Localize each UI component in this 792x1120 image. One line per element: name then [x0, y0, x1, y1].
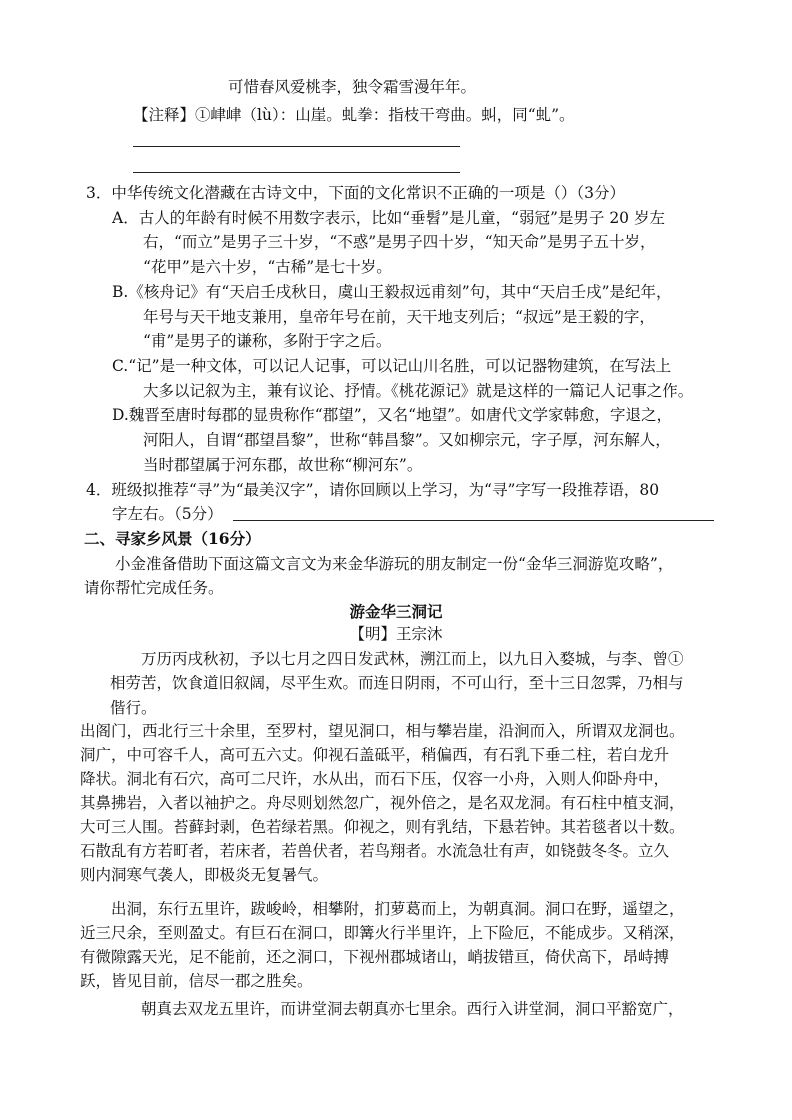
essay-line-8: 大可三人围。苔藓封剥，色若绿若黑。仰视之，则有乳结，下悬若钟。其若毯者以十数。 — [80, 818, 685, 836]
q3-option-c-line-2: 大多以记叙为主，兼有议论、抒情。《桃花源记》就是这样的一篇记人记事之作。 — [143, 382, 694, 400]
essay-line-13: 有微隙露天光，足不能前，还之洞口，下视州郡城诸山，峭拔错亘，倚伏高下，昂峙搏 — [80, 948, 670, 966]
q3-option-a-line-2: 右，“而立”是男子三十岁，“不惑”是男子四十岁，“知天命”是男子五十岁， — [143, 233, 656, 251]
essay-title: 游金华三洞记 — [349, 602, 443, 621]
section-two-intro-line-2: 请你帮忙完成任务。 — [84, 579, 224, 597]
essay-line-2: 相劳苦，饮食道旧叙阔，尽平生欢。而连日阴雨，不可山行，至十三日忽霁，乃相与 — [110, 674, 684, 692]
essay-line-15: 朝真去双龙五里许，而讲堂洞去朝真亦七里余。西行入讲堂洞，洞口平豁宽广， — [141, 1000, 684, 1018]
essay-author: 【明】王宗沐 — [349, 625, 443, 643]
poem-last-line: 可惜春风爱桃李，独令霜雪漫年年。 — [228, 78, 477, 96]
q3-option-d-line-3: 当时郡望属于河东郡，故世称“柳河东”。 — [143, 456, 423, 474]
q3-option-a-line-3: “花甲”是六十岁，“古稀”是七十岁。 — [143, 258, 392, 276]
question-3-stem: 3．中华传统文化潜藏在古诗文中，下面的文化常识不正确的一项是（）（3分） — [86, 184, 625, 202]
answer-line-2[interactable] — [133, 172, 460, 173]
q3-option-b-line-1: B.《核舟记》有“天启壬戌秋日，虞山王毅叔远甫刻”句，其中“天启壬戌”是纪年， — [112, 283, 672, 301]
q3-option-a-line-1: A．古人的年龄有时候不用数字表示，比如“垂髫”是儿童，“弱冠”是男子 20 岁左 — [112, 209, 665, 227]
q3-option-b-line-2: 年号与天干地支兼用，皇帝年号在前，天干地支列后；“叔远”是王毅的字， — [143, 308, 655, 326]
essay-line-3: 偕行。 — [110, 699, 157, 717]
question-4-line-2: 字左右。（5分） — [112, 505, 223, 523]
essay-line-7: 其鼻拂岩，入者以袖护之。舟尽则划然忽广，视外倍之，是名双龙洞。有石柱中植支洞， — [80, 794, 685, 812]
essay-line-9: 石散乱有方若町者，若床者，若兽伏者，若鸟翔者。水流急壮有声，如铙鼓冬冬。立久 — [80, 842, 670, 860]
q3-option-b-line-3: “甫”是男子的谦称，多附于字之后。 — [143, 332, 392, 350]
essay-line-6: 降状。洞北有石穴，高可二尺许，水从出，而石下压，仅容一小舟，入则人仰卧舟中， — [80, 770, 670, 788]
essay-line-12: 近三尺余，至则盈丈。有巨石在洞口，即篝火行半里许，上下险厄，不能成步。又稍深， — [80, 924, 685, 942]
essay-line-5: 洞广，中可容千人，高可五六丈。仰视石盖砥平，稍偏西，有石乳下垂二柱，若白龙升 — [80, 746, 670, 764]
q4-answer-line[interactable] — [233, 520, 714, 521]
section-two-intro-line-1: 小金准备借助下面这篇文言文为来金华游玩的朋友制定一份“金华三洞游览攻略”， — [115, 555, 674, 573]
essay-line-11: 出洞，东行五里许，跋峻岭，相攀附，扪萝葛而上，为朝真洞。洞口在野，遥望之， — [111, 900, 685, 918]
question-4-line-1: 4．班级拟推荐“寻”为“最美汉字”，请你回顾以上学习，为“寻”字写一段推荐语，80 — [86, 481, 660, 499]
essay-line-10: 则内洞寒气袭人，即极炎无复暑气。 — [80, 866, 329, 884]
q3-option-c-line-1: C.“记”是一种文体，可以记人记事，可以记山川名胜，可以记器物建筑，在写法上 — [112, 357, 672, 375]
q3-option-d-line-1: D.魏晋至唐时每郡的显贵称作“郡望”，又名“地望”。如唐代文学家韩愈，字退之， — [112, 406, 673, 424]
annotation: 【注释】①峍峍（lù）：山崖。虬拳：指枝干弯曲。虯，同“虬”。 — [133, 106, 575, 124]
q3-option-d-line-2: 河阳人，自谓“郡望昌黎”，世称“韩昌黎”。又如柳宗元，字子厚，河东解人， — [143, 431, 671, 449]
section-two-heading: 二、寻家乡风景（16分） — [84, 529, 261, 548]
essay-line-4: 出阁门，西北行三十余里，至罗村，望见洞口，相与攀岩崖，沿涧而入，所谓双龙洞也。 — [80, 722, 685, 740]
answer-line-1[interactable] — [133, 146, 460, 147]
essay-line-1: 万历丙戌秋初，予以七月之四日发武林，溯江而上，以九日入婺城，与李、曾① — [141, 650, 684, 668]
essay-line-14: 跃，皆见目前，信尽一郡之胜矣。 — [80, 972, 313, 990]
